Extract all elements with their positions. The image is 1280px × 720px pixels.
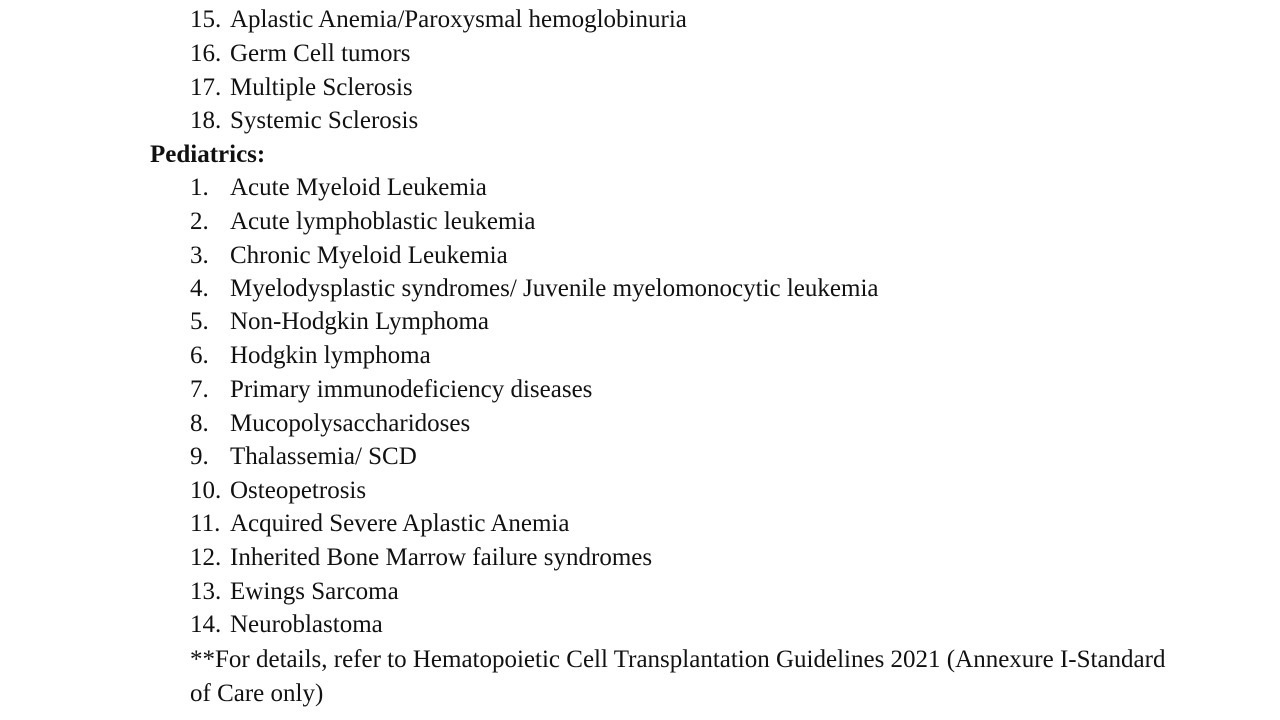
list-item-text: Ewings Sarcoma bbox=[230, 578, 399, 605]
list-item-text: Acute lymphoblastic leukemia bbox=[230, 208, 536, 235]
list-item-number: 8. bbox=[190, 410, 209, 437]
list-item-number: 3. bbox=[190, 242, 209, 269]
list-item-text: Hodgkin lymphoma bbox=[230, 342, 431, 369]
list-item-text: Systemic Sclerosis bbox=[230, 107, 419, 134]
list-item-number: 15. bbox=[190, 6, 222, 33]
list-item-number: 6. bbox=[190, 342, 209, 369]
list-item-number: 1. bbox=[190, 174, 209, 201]
list-item-number: 18. bbox=[190, 107, 222, 134]
list-item-number: 4. bbox=[190, 275, 209, 302]
list-item-number: 5. bbox=[190, 308, 209, 335]
list-item-text: Osteopetrosis bbox=[230, 477, 367, 504]
list-item-number: 12. bbox=[190, 544, 222, 571]
footnote: **For details, refer to Hematopoietic Cell Transplantation Guidelines 2021 (Annexure I-Standard of Care only) bbox=[190, 646, 1166, 707]
list-item-text: Inherited Bone Marrow failure syndromes bbox=[230, 544, 653, 571]
list-item-text: Acute Myeloid Leukemia bbox=[230, 174, 487, 201]
list-item-text: Acquired Severe Aplastic Anemia bbox=[230, 510, 570, 537]
list-item-number: 11. bbox=[190, 510, 221, 537]
list-item-text: Non-Hodgkin Lymphoma bbox=[230, 308, 490, 335]
list-item-number: 2. bbox=[190, 208, 209, 235]
list-item-text: Germ Cell tumors bbox=[230, 40, 411, 67]
list-item-number: 14. bbox=[190, 611, 222, 638]
list-item-text: Chronic Myeloid Leukemia bbox=[230, 242, 508, 269]
list-item-number: 7. bbox=[190, 376, 209, 403]
list-item-number: 13. bbox=[190, 578, 222, 605]
list-item-text: Mucopolysaccharidoses bbox=[230, 410, 471, 437]
list-item-text: Aplastic Anemia/Paroxysmal hemoglobinuria bbox=[230, 6, 687, 33]
list-item-text: Thalassemia/ SCD bbox=[230, 443, 417, 470]
list-item-number: 17. bbox=[190, 74, 222, 101]
list-item-text: Neuroblastoma bbox=[230, 611, 383, 638]
list-item-number: 9. bbox=[190, 443, 209, 470]
list-item-text: Multiple Sclerosis bbox=[230, 74, 413, 101]
list-item-text: Myelodysplastic syndromes/ Juvenile myelomonocytic leukemia bbox=[230, 275, 879, 302]
list-item-number: 10. bbox=[190, 477, 222, 504]
list-item-text: Primary immunodeficiency diseases bbox=[230, 376, 593, 403]
section-heading-pediatrics: Pediatrics: bbox=[150, 141, 266, 168]
list-item-number: 16. bbox=[190, 40, 222, 67]
